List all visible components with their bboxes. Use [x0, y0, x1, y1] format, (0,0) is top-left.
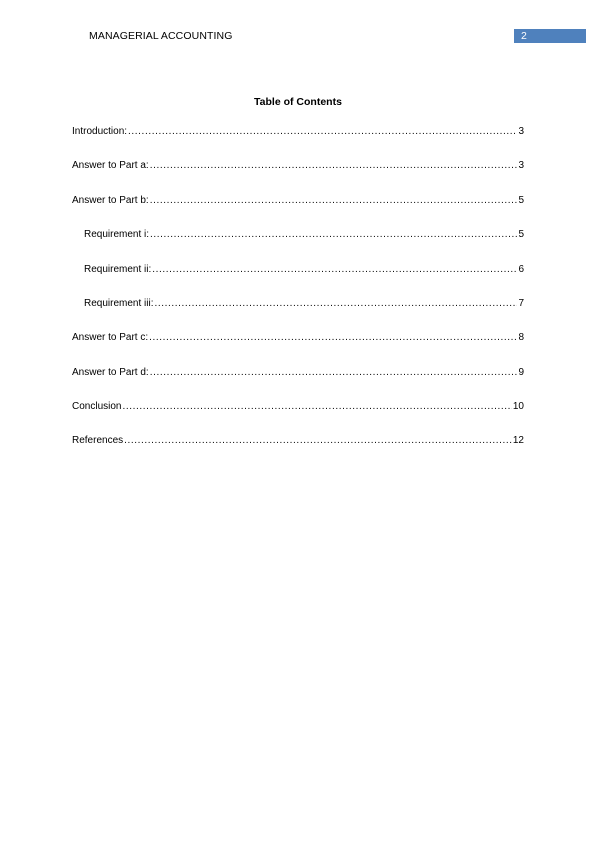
toc-dot-leader	[150, 228, 517, 241]
toc-dot-leader	[150, 366, 518, 379]
toc-entry-answer-part-c[interactable]	[72, 331, 524, 344]
toc-entry-answer-part-a[interactable]	[72, 159, 524, 172]
toc-heading: Table of Contents	[254, 96, 342, 108]
running-header-title: MANAGERIAL ACCOUNTING	[89, 30, 233, 42]
toc-entry-label: Requirement ii:	[84, 264, 152, 275]
toc-dot-leader	[150, 159, 518, 172]
toc-dot-leader	[152, 263, 517, 276]
toc-entry-label: Answer to Part b:	[72, 195, 149, 206]
toc-entry-requirement-ii[interactable]	[72, 263, 524, 276]
page-number-badge: 2	[514, 29, 586, 43]
toc-entry-references[interactable]	[72, 434, 524, 447]
toc-dot-leader	[128, 125, 517, 138]
toc-entry-label: Answer to Part c:	[72, 332, 149, 343]
toc-entry-page: 3	[518, 160, 524, 171]
toc-entry-page: 12	[512, 435, 524, 446]
toc-entry-requirement-i[interactable]	[72, 228, 524, 241]
toc-entry-page: 5	[518, 229, 524, 240]
toc-entry-label: Conclusion	[72, 401, 122, 412]
toc-dot-leader	[150, 194, 518, 207]
toc-entry-requirement-iii[interactable]	[72, 297, 524, 310]
toc-entry-label: Answer to Part a:	[72, 160, 149, 171]
toc-entry-answer-part-b[interactable]	[72, 194, 524, 207]
toc-entry-label: Requirement i:	[84, 229, 150, 240]
toc-entry-page: 6	[518, 264, 524, 275]
toc-entry-label: Requirement iii:	[84, 298, 154, 309]
toc-dot-leader	[154, 297, 517, 310]
toc-entry-conclusion[interactable]	[72, 400, 524, 413]
toc-entry-page: 7	[518, 298, 524, 309]
toc-entry-introduction[interactable]	[72, 125, 524, 138]
toc-entry-page: 3	[518, 126, 524, 137]
toc-entry-answer-part-d[interactable]	[72, 366, 524, 379]
toc-entry-page: 10	[512, 401, 524, 412]
toc-dot-leader	[124, 434, 512, 447]
toc-dot-leader	[149, 331, 517, 344]
toc-entry-label: References	[72, 435, 124, 446]
toc-entry-page: 9	[518, 367, 524, 378]
toc-entry-page: 5	[518, 195, 524, 206]
toc-entry-label: Introduction:	[72, 126, 128, 137]
toc-entry-label: Answer to Part d:	[72, 367, 149, 378]
toc-dot-leader	[122, 400, 511, 413]
toc-entry-page: 8	[518, 332, 524, 343]
